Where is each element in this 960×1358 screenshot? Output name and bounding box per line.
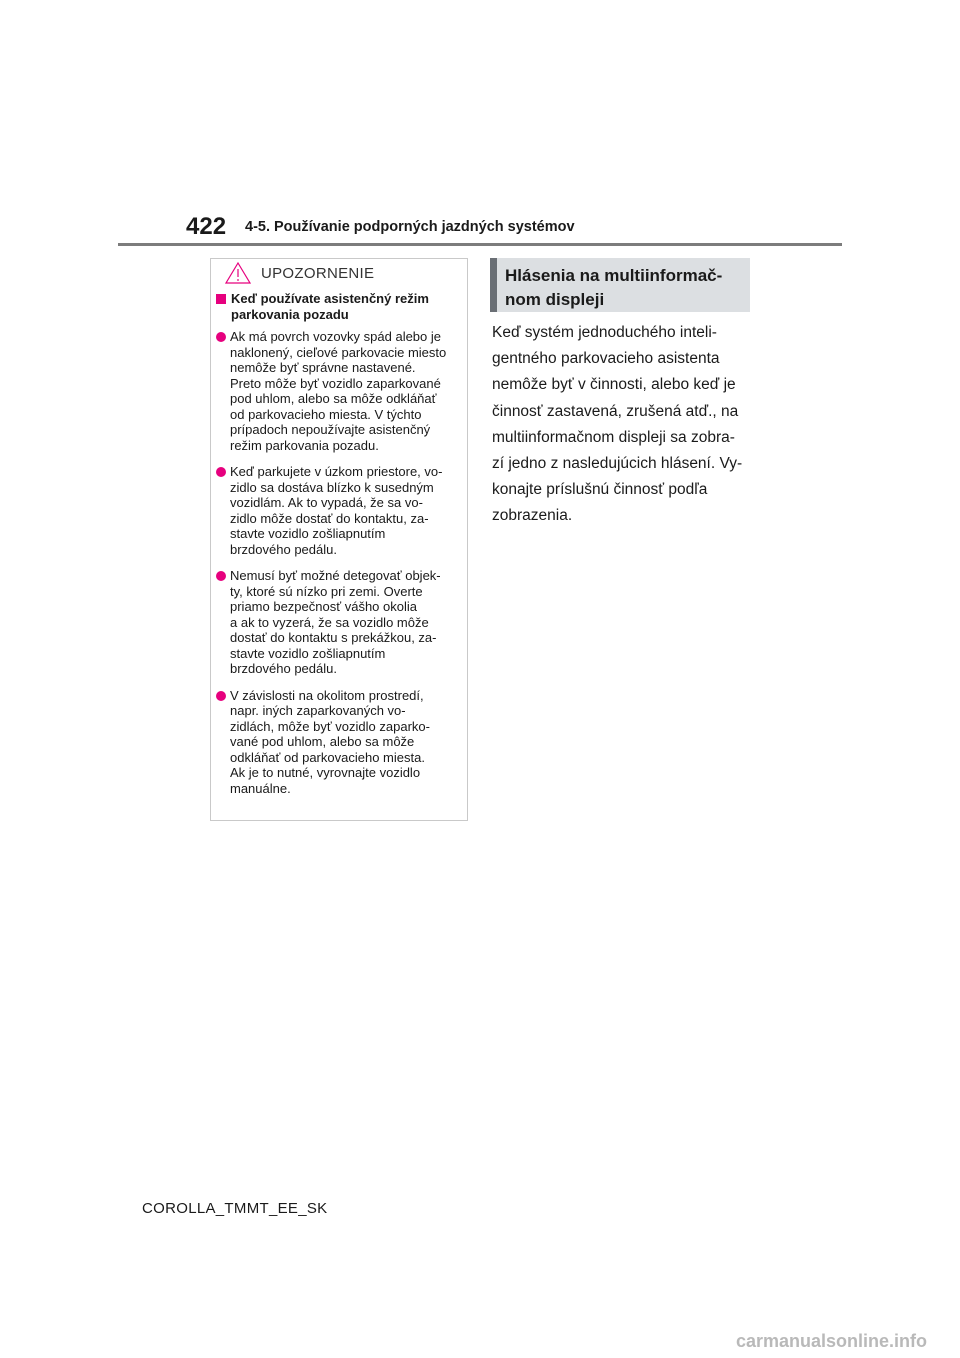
round-bullet-icon: [216, 332, 226, 342]
warning-item-text: Ak má povrch vozovky spád alebo je naklonený, cieľové parkovacie miesto nemôže byť správne nastavené. Preto môže byť vozidlo zaparkované pod uhlom, alebo sa môže odkláňať od parkovacieho miesta. V týchto prípadoch nepoužívajte asistenčný režim parkovania pozadu.: [230, 329, 447, 453]
warning-item: [215, 688, 465, 797]
warning-triangle-icon: [225, 261, 251, 285]
round-bullet-icon: [216, 571, 226, 581]
warning-header: [211, 259, 467, 289]
page-number: 422: [186, 213, 227, 240]
warning-item-text: V závislosti na okolitom prostredí, napr. iných zaparkovaných vo- zidlách, môže byť vozidlo zaparko- vané pod uhlom, alebo sa môže odkláňať od parkovacieho miesta. Ak je to nutné, vyrovnajte vozidlo manuálne.: [230, 687, 430, 796]
warning-subheading: [215, 291, 465, 322]
info-heading-box: [490, 258, 750, 312]
warning-item: [215, 568, 465, 677]
round-bullet-icon: [216, 467, 226, 477]
warning-subheading-text: Keď používate asistenčný režim parkovania pozadu: [231, 291, 429, 322]
warning-title: UPOZORNENIE: [261, 265, 375, 282]
info-body-text: Keď systém jednoduchého inteli- gentného parkovacieho asistenta nemôže byť v činnosti, alebo keď je činnosť zastavená, zrušená atď., na multiinformačnom displeji sa zobra- zí jedno z nasledujúcich hlásení. Vy- konajte príslušnú činnosť podľa zobrazenia.: [492, 324, 743, 525]
section-title: 4-5. Používanie podporných jazdných systémov: [245, 219, 575, 235]
warning-box: [210, 258, 468, 821]
round-bullet-icon: [216, 691, 226, 701]
header-rule: [118, 243, 842, 246]
warning-item-text: Keď parkujete v úzkom priestore, vo- zidlo sa dostáva blízko k susedným vozidlám. Ak to vypadá, že sa vo- zidlo môže dostať do kontaktu, za- stavte vozidlo zošliapnutím brzdového pedálu.: [230, 464, 443, 557]
info-heading: Hlásenia na multiinformač- nom displeji: [505, 266, 723, 309]
warning-item: [215, 329, 465, 453]
watermark: carmanualsonline.info: [736, 1331, 928, 1351]
footer-document-code: COROLLA_TMMT_EE_SK: [142, 1200, 328, 1217]
warning-item: [215, 464, 465, 557]
square-bullet-icon: [216, 294, 226, 304]
warning-body: [215, 291, 465, 807]
warning-item-text: Nemusí byť možné detegovať objek- ty, ktoré sú nízko pri zemi. Overte priamo bezpečnosť vášho okolia a ak to vyzerá, že sa vozidlo môže dostať do kontaktu s prekážkou, za- stavte vozidlo zošliapnutím brzdového pedálu.: [230, 568, 441, 676]
